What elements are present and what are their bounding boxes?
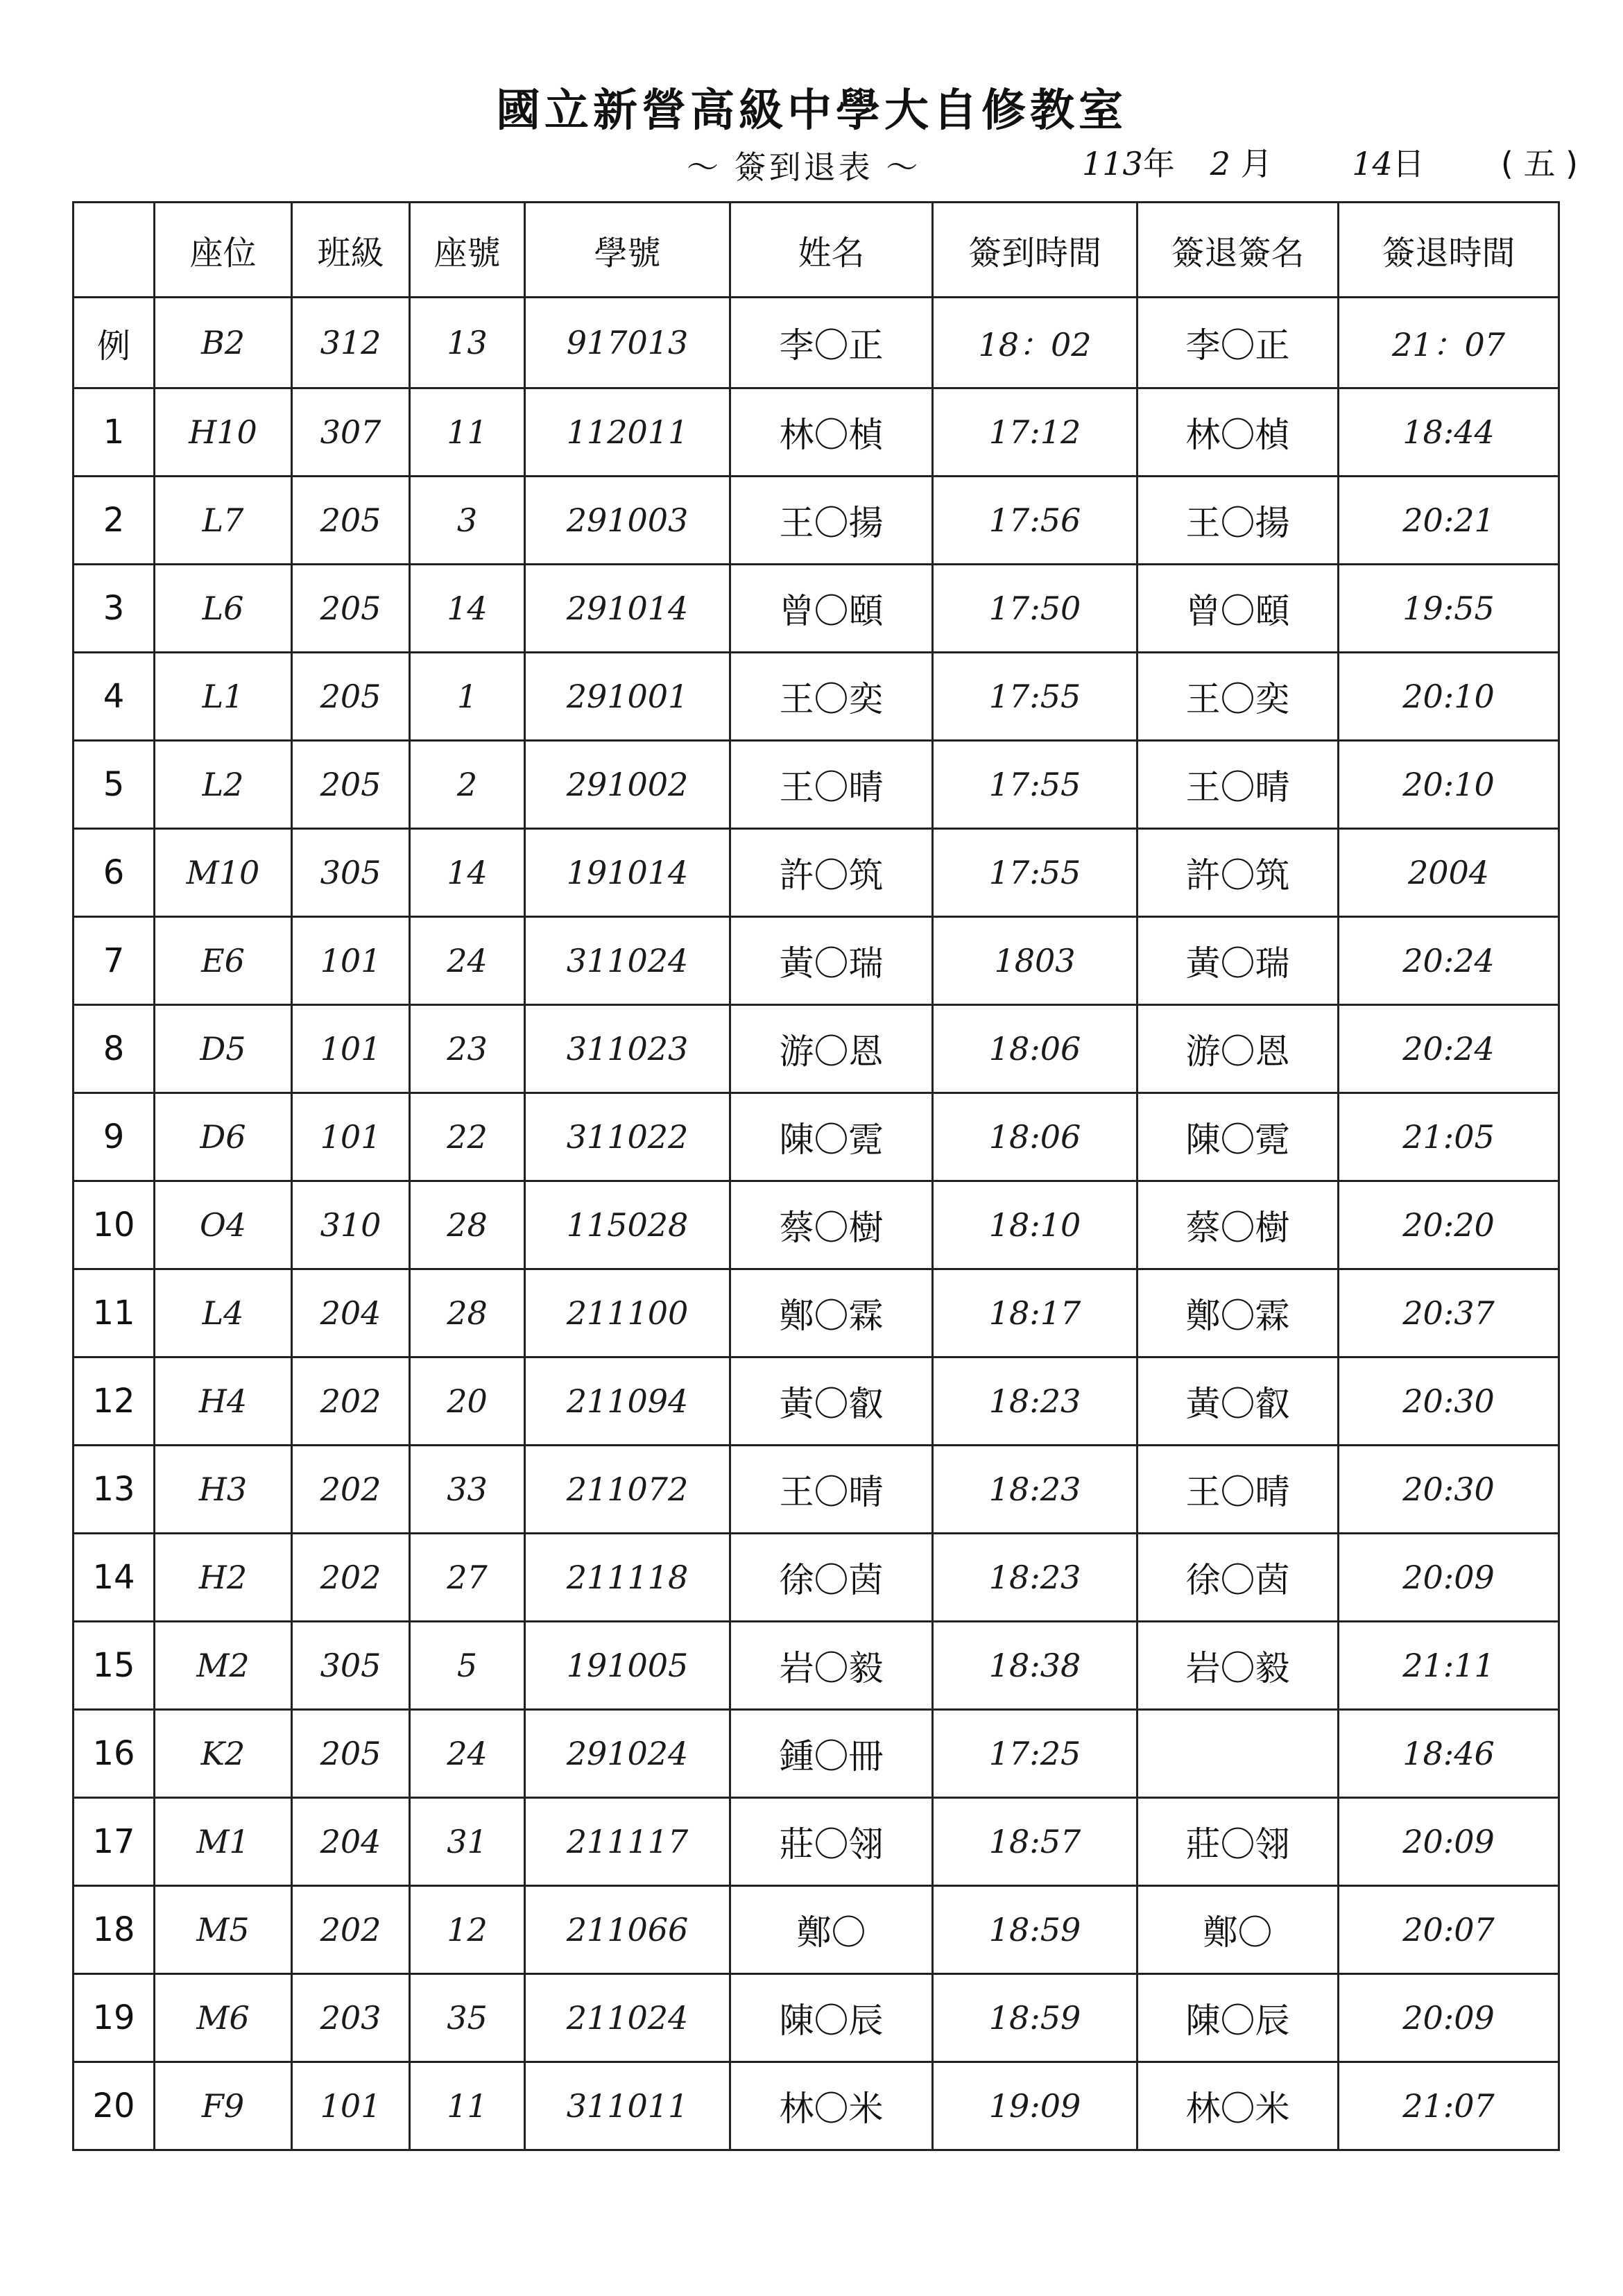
- cell-class: 307: [292, 388, 410, 477]
- cell-seat: H2: [155, 1534, 292, 1622]
- cell-name: 王〇揚: [730, 477, 933, 565]
- col-header-checkin-time: 簽到時間: [933, 203, 1137, 298]
- cell-student-id: 311022: [525, 1093, 730, 1181]
- col-header-student-id: 學號: [525, 203, 730, 298]
- cell-checkout-sign: 莊〇翎: [1137, 1798, 1339, 1886]
- cell-student-id: 115028: [525, 1181, 730, 1269]
- cell-name: 李〇正: [730, 298, 933, 388]
- cell-name: 黃〇瑞: [730, 917, 933, 1005]
- table-row: [74, 1093, 1559, 1181]
- cell-student-id: 211117: [525, 1798, 730, 1886]
- cell-name: 陳〇霓: [730, 1093, 933, 1181]
- table-row: [74, 565, 1559, 653]
- cell-seat-no: 13: [410, 298, 525, 388]
- sheet-date: [1082, 139, 1578, 185]
- cell-checkout-sign: [1137, 1710, 1339, 1798]
- cell-seat: M6: [155, 1974, 292, 2062]
- cell-student-id: 211118: [525, 1534, 730, 1622]
- date-weekday: ( 五 ): [1500, 145, 1579, 182]
- cell-seat-no: 12: [410, 1886, 525, 1974]
- cell-class: 101: [292, 917, 410, 1005]
- cell-name: 王〇晴: [730, 741, 933, 829]
- table-row: [74, 2062, 1559, 2150]
- cell-checkout-time: 21:07: [1339, 2062, 1559, 2150]
- cell-name: 王〇奕: [730, 653, 933, 741]
- cell-class: 202: [292, 1357, 410, 1446]
- cell-checkout-time: 20:30: [1339, 1446, 1559, 1534]
- cell-index: 17: [74, 1798, 155, 1886]
- cell-checkin-time: 18:06: [933, 1005, 1137, 1093]
- cell-class: 204: [292, 1798, 410, 1886]
- cell-class: 305: [292, 1622, 410, 1710]
- table-row: [74, 741, 1559, 829]
- cell-student-id: 211066: [525, 1886, 730, 1974]
- page-subtitle: ～ 簽到退表 ～: [687, 148, 921, 186]
- cell-seat-no: 1: [410, 653, 525, 741]
- cell-seat-no: 24: [410, 1710, 525, 1798]
- date-year: [1082, 139, 1200, 185]
- cell-checkout-sign: 王〇揚: [1137, 477, 1339, 565]
- cell-seat: M5: [155, 1886, 292, 1974]
- cell-student-id: 917013: [525, 298, 730, 388]
- cell-seat-no: 35: [410, 1974, 525, 2062]
- table-row: [74, 1005, 1559, 1093]
- cell-checkout-sign: 許〇筑: [1137, 829, 1339, 917]
- cell-seat: F9: [155, 2062, 292, 2150]
- cell-checkin-time: 18:59: [933, 1974, 1137, 2062]
- cell-class: 312: [292, 298, 410, 388]
- cell-student-id: 191014: [525, 829, 730, 917]
- cell-checkout-sign: 陳〇辰: [1137, 1974, 1339, 2062]
- cell-checkout-sign: 王〇奕: [1137, 653, 1339, 741]
- cell-checkin-time: 18：02: [933, 298, 1137, 388]
- cell-checkout-sign: 王〇晴: [1137, 741, 1339, 829]
- cell-seat: D6: [155, 1093, 292, 1181]
- cell-name: 鄭〇霖: [730, 1269, 933, 1357]
- date-month: [1210, 139, 1342, 185]
- table-row: [74, 1710, 1559, 1798]
- cell-student-id: 291024: [525, 1710, 730, 1798]
- col-header-name: 姓名: [730, 203, 933, 298]
- cell-checkin-time: 18:23: [933, 1357, 1137, 1446]
- cell-checkin-time: 18:59: [933, 1886, 1137, 1974]
- col-header-seat-no: 座號: [410, 203, 525, 298]
- cell-checkout-sign: 陳〇霓: [1137, 1093, 1339, 1181]
- cell-class: 202: [292, 1446, 410, 1534]
- table-row: [74, 829, 1559, 917]
- cell-checkin-time: 18:23: [933, 1446, 1137, 1534]
- cell-student-id: 311024: [525, 917, 730, 1005]
- cell-seat-no: 28: [410, 1181, 525, 1269]
- col-header-checkout-sign: 簽退簽名: [1137, 203, 1339, 298]
- cell-checkin-time: 18:17: [933, 1269, 1137, 1357]
- cell-student-id: 211100: [525, 1269, 730, 1357]
- cell-checkin-time: 18:38: [933, 1622, 1137, 1710]
- cell-class: 101: [292, 2062, 410, 2150]
- cell-student-id: 112011: [525, 388, 730, 477]
- cell-index: 15: [74, 1622, 155, 1710]
- cell-checkin-time: 17:50: [933, 565, 1137, 653]
- cell-index: 8: [74, 1005, 155, 1093]
- cell-name: 王〇晴: [730, 1446, 933, 1534]
- cell-seat: L7: [155, 477, 292, 565]
- cell-name: 鄭〇: [730, 1886, 933, 1974]
- cell-checkout-sign: 王〇晴: [1137, 1446, 1339, 1534]
- cell-seat: B2: [155, 298, 292, 388]
- table-row: [74, 1886, 1559, 1974]
- cell-name: 曾〇頤: [730, 565, 933, 653]
- table-row: [74, 1446, 1559, 1534]
- cell-checkout-time: 21：07: [1339, 298, 1559, 388]
- cell-index: 18: [74, 1886, 155, 1974]
- cell-checkout-sign: 黃〇叡: [1137, 1357, 1339, 1446]
- cell-seat-no: 5: [410, 1622, 525, 1710]
- cell-seat: K2: [155, 1710, 292, 1798]
- cell-checkin-time: 1803: [933, 917, 1137, 1005]
- cell-student-id: 311023: [525, 1005, 730, 1093]
- cell-checkout-sign: 鄭〇霖: [1137, 1269, 1339, 1357]
- cell-checkout-time: 20:09: [1339, 1974, 1559, 2062]
- cell-checkout-sign: 岩〇毅: [1137, 1622, 1339, 1710]
- cell-student-id: 211024: [525, 1974, 730, 2062]
- table-row: [74, 1798, 1559, 1886]
- cell-checkout-sign: 李〇正: [1137, 298, 1339, 388]
- cell-name: 林〇米: [730, 2062, 933, 2150]
- cell-checkout-time: 18:44: [1339, 388, 1559, 477]
- table-row: [74, 1269, 1559, 1357]
- cell-student-id: 211094: [525, 1357, 730, 1446]
- cell-checkout-time: 21:11: [1339, 1622, 1559, 1710]
- cell-index: 3: [74, 565, 155, 653]
- cell-checkout-time: 20:20: [1339, 1181, 1559, 1269]
- cell-index: 例: [74, 298, 155, 388]
- cell-checkout-sign: 鄭〇: [1137, 1886, 1339, 1974]
- cell-seat: L4: [155, 1269, 292, 1357]
- cell-seat-no: 20: [410, 1357, 525, 1446]
- cell-name: 岩〇毅: [730, 1622, 933, 1710]
- date-year-value: 113: [1082, 145, 1143, 182]
- cell-class: 203: [292, 1974, 410, 2062]
- cell-name: 莊〇翎: [730, 1798, 933, 1886]
- date-year-unit: 年: [1142, 145, 1175, 182]
- cell-seat-no: 22: [410, 1093, 525, 1181]
- cell-index: 4: [74, 653, 155, 741]
- cell-checkin-time: 17:25: [933, 1710, 1137, 1798]
- cell-index: 14: [74, 1534, 155, 1622]
- date-day-value: 14: [1352, 145, 1393, 182]
- cell-seat: L2: [155, 741, 292, 829]
- cell-checkin-time: 17:55: [933, 829, 1137, 917]
- cell-index: 7: [74, 917, 155, 1005]
- table-row: [74, 1534, 1559, 1622]
- cell-seat: H4: [155, 1357, 292, 1446]
- cell-seat: O4: [155, 1181, 292, 1269]
- table-row: [74, 653, 1559, 741]
- cell-index: 11: [74, 1269, 155, 1357]
- cell-checkout-time: 20:10: [1339, 653, 1559, 741]
- cell-checkout-time: 20:09: [1339, 1798, 1559, 1886]
- cell-class: 205: [292, 741, 410, 829]
- date-day-unit: 日: [1392, 145, 1425, 182]
- cell-class: 205: [292, 1710, 410, 1798]
- cell-checkout-time: 20:24: [1339, 1005, 1559, 1093]
- cell-index: 13: [74, 1446, 155, 1534]
- cell-checkout-time: 18:46: [1339, 1710, 1559, 1798]
- cell-checkout-sign: 游〇恩: [1137, 1005, 1339, 1093]
- cell-student-id: 291003: [525, 477, 730, 565]
- cell-name: 林〇楨: [730, 388, 933, 477]
- cell-checkout-sign: 林〇米: [1137, 2062, 1339, 2150]
- cell-checkout-time: 20:09: [1339, 1534, 1559, 1622]
- cell-class: 205: [292, 477, 410, 565]
- cell-class: 310: [292, 1181, 410, 1269]
- cell-seat-no: 11: [410, 388, 525, 477]
- cell-seat-no: 23: [410, 1005, 525, 1093]
- cell-class: 202: [292, 1534, 410, 1622]
- cell-checkout-sign: 林〇楨: [1137, 388, 1339, 477]
- cell-checkout-time: 2004: [1339, 829, 1559, 917]
- cell-checkout-sign: 曾〇頤: [1137, 565, 1339, 653]
- cell-student-id: 291001: [525, 653, 730, 741]
- cell-seat-no: 27: [410, 1534, 525, 1622]
- cell-index: 16: [74, 1710, 155, 1798]
- cell-index: 9: [74, 1093, 155, 1181]
- cell-checkout-sign: 蔡〇樹: [1137, 1181, 1339, 1269]
- cell-checkout-time: 20:24: [1339, 917, 1559, 1005]
- cell-class: 202: [292, 1886, 410, 1974]
- cell-checkin-time: 17:55: [933, 653, 1137, 741]
- cell-student-id: 191005: [525, 1622, 730, 1710]
- cell-student-id: 211072: [525, 1446, 730, 1534]
- cell-checkin-time: 18:23: [933, 1534, 1137, 1622]
- cell-seat-no: 28: [410, 1269, 525, 1357]
- example-row: [74, 298, 1559, 388]
- col-header-checkout-time: 簽退時間: [1339, 203, 1559, 298]
- cell-seat: D5: [155, 1005, 292, 1093]
- cell-seat-no: 24: [410, 917, 525, 1005]
- page-title: 國立新營高級中學大自修教室: [496, 85, 1127, 137]
- cell-name: 徐〇茵: [730, 1534, 933, 1622]
- cell-index: 19: [74, 1974, 155, 2062]
- cell-checkout-sign: 徐〇茵: [1137, 1534, 1339, 1622]
- cell-name: 鍾〇冊: [730, 1710, 933, 1798]
- cell-checkin-time: 18:10: [933, 1181, 1137, 1269]
- cell-seat: M1: [155, 1798, 292, 1886]
- cell-seat: L6: [155, 565, 292, 653]
- date-month-value: 2: [1210, 145, 1230, 182]
- cell-student-id: 291002: [525, 741, 730, 829]
- cell-checkout-time: 20:07: [1339, 1886, 1559, 1974]
- cell-name: 蔡〇樹: [730, 1181, 933, 1269]
- cell-class: 204: [292, 1269, 410, 1357]
- cell-checkin-time: 17:55: [933, 741, 1137, 829]
- cell-name: 游〇恩: [730, 1005, 933, 1093]
- cell-seat-no: 31: [410, 1798, 525, 1886]
- cell-seat-no: 3: [410, 477, 525, 565]
- cell-checkout-time: 20:37: [1339, 1269, 1559, 1357]
- cell-class: 101: [292, 1093, 410, 1181]
- cell-seat: M10: [155, 829, 292, 917]
- cell-seat: M2: [155, 1622, 292, 1710]
- cell-name: 許〇筑: [730, 829, 933, 917]
- cell-index: 5: [74, 741, 155, 829]
- cell-checkout-time: 19:55: [1339, 565, 1559, 653]
- cell-name: 陳〇辰: [730, 1974, 933, 2062]
- cell-index: 2: [74, 477, 155, 565]
- col-header-seat: 座位: [155, 203, 292, 298]
- cell-class: 205: [292, 653, 410, 741]
- col-header-class: 班級: [292, 203, 410, 298]
- date-day: [1352, 139, 1491, 185]
- cell-class: 101: [292, 1005, 410, 1093]
- cell-index: 10: [74, 1181, 155, 1269]
- cell-checkout-time: 20:10: [1339, 741, 1559, 829]
- cell-checkout-time: 20:21: [1339, 477, 1559, 565]
- cell-checkout-time: 21:05: [1339, 1093, 1559, 1181]
- cell-seat-no: 14: [410, 565, 525, 653]
- cell-class: 305: [292, 829, 410, 917]
- cell-checkout-time: 20:30: [1339, 1357, 1559, 1446]
- cell-seat: H3: [155, 1446, 292, 1534]
- table-header-row: [74, 203, 1559, 298]
- cell-index: 20: [74, 2062, 155, 2150]
- cell-student-id: 311011: [525, 2062, 730, 2150]
- sign-in-table: [72, 201, 1560, 2151]
- cell-checkin-time: 17:12: [933, 388, 1137, 477]
- cell-seat-no: 11: [410, 2062, 525, 2150]
- cell-checkin-time: 18:06: [933, 1093, 1137, 1181]
- table-row: [74, 477, 1559, 565]
- date-month-unit: 月: [1240, 145, 1273, 182]
- table-row: [74, 917, 1559, 1005]
- cell-class: 205: [292, 565, 410, 653]
- table-row: [74, 388, 1559, 477]
- table-row: [74, 1622, 1559, 1710]
- cell-checkin-time: 17:56: [933, 477, 1137, 565]
- cell-name: 黃〇叡: [730, 1357, 933, 1446]
- cell-index: 6: [74, 829, 155, 917]
- cell-checkin-time: 18:57: [933, 1798, 1137, 1886]
- cell-student-id: 291014: [525, 565, 730, 653]
- cell-seat: E6: [155, 917, 292, 1005]
- cell-seat-no: 33: [410, 1446, 525, 1534]
- cell-index: 12: [74, 1357, 155, 1446]
- table-row: [74, 1357, 1559, 1446]
- cell-seat-no: 2: [410, 741, 525, 829]
- cell-seat: H10: [155, 388, 292, 477]
- table-row: [74, 1181, 1559, 1269]
- cell-seat-no: 14: [410, 829, 525, 917]
- cell-checkin-time: 19:09: [933, 2062, 1137, 2150]
- col-header-index: [74, 203, 155, 298]
- cell-index: 1: [74, 388, 155, 477]
- table-row: [74, 1974, 1559, 2062]
- cell-checkout-sign: 黃〇瑞: [1137, 917, 1339, 1005]
- cell-seat: L1: [155, 653, 292, 741]
